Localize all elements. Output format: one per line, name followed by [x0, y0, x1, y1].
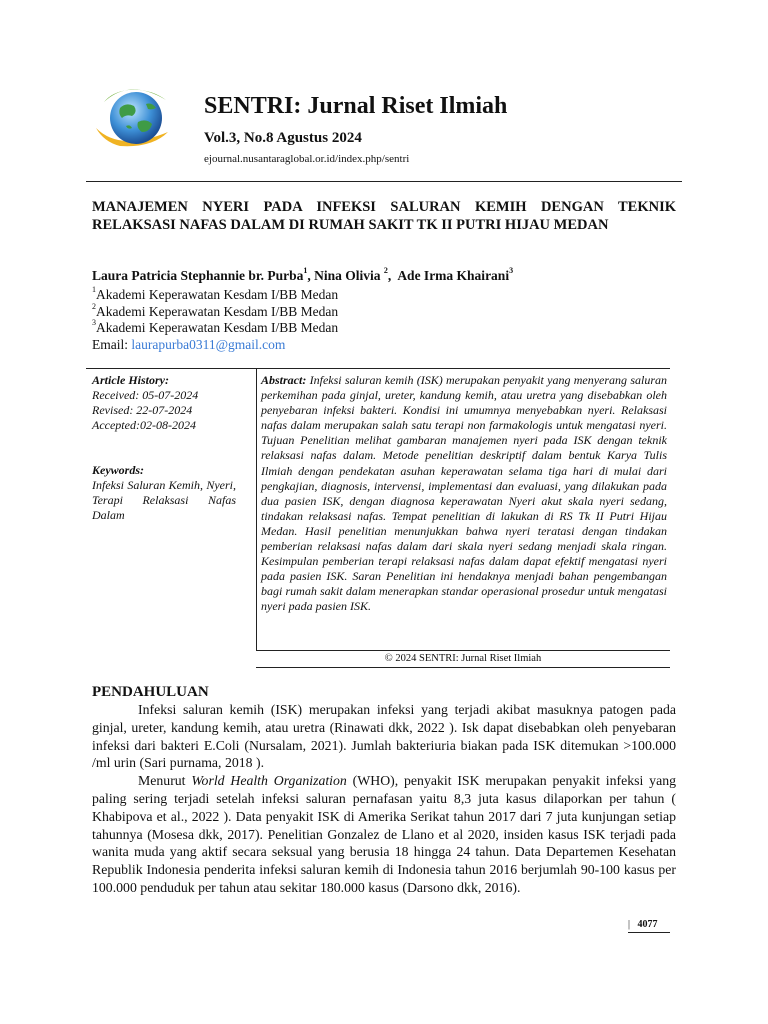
received-date: Received: 05-07-2024 — [92, 388, 199, 402]
page-number: 4077 — [637, 919, 658, 930]
journal-logo-globe-icon — [90, 82, 182, 154]
abstract-label: Abstract: — [261, 373, 307, 387]
section-heading: PENDAHULUAN — [92, 684, 209, 700]
affiliation-3: $^3$Akademi Keperawatan Kesdam I/BB Medan — [92, 318, 339, 335]
journal-title: SENTRI: Jurnal Riset Ilmiah — [204, 93, 508, 119]
affiliation-1: $^1$Akademi Keperawatan Kesdam I/BB Medan — [92, 285, 339, 302]
author-name: Ade Irma Khairani — [397, 268, 510, 283]
page-footer: | 4077 — [628, 919, 658, 930]
journal-volume: Vol.3, No.8 Agustus 2024 — [204, 130, 362, 146]
copyright-bottom-rule — [256, 667, 670, 668]
body-text — [92, 701, 676, 897]
journal-url[interactable]: ejournal.nusantaraglobal.or.id/index.php/sentri — [204, 153, 410, 165]
keywords-label: Keywords: — [92, 463, 144, 477]
author-email: Email: laurapurba0311@gmail.com — [92, 337, 286, 352]
revised-date: Revised: 22-07-2024 — [92, 403, 193, 417]
abstract-box-divider — [256, 369, 257, 650]
email-link[interactable]: laurapurba0311@gmail.com — [131, 337, 286, 352]
history-label: Article History: — [92, 373, 169, 387]
author-name: Nina Olivia — [314, 268, 381, 283]
header-divider — [86, 181, 682, 182]
accepted-date: Accepted:02-08-2024 — [92, 418, 196, 432]
abstract-box-top-rule — [86, 368, 670, 369]
paragraph-1: Infeksi saluran kemih (ISK) merupakan infeksi yang terjadi akibat masuknya patogen pada ginjal, ureter, kandung kemih, atau uretra (Rinawati dkk, 2022 ). Isk dapat disebabkan oleh penyebaran infeksi dari bakteri E.Coli (Nursalam, 2021). Jumlah bakteriuria biakan pada ISK ditemukan >100.000 /ml urin (Sari purnama, 2018 ). — [92, 702, 676, 771]
keywords-text: Infeksi Saluran Kemih, Nyeri, Terapi Relaksasi Nafas Dalam — [92, 478, 236, 522]
copyright-notice: © 2024 SENTRI: Jurnal Riset Ilmiah — [384, 653, 542, 664]
article-info-sidebar — [92, 373, 236, 523]
article-title: MANAJEMEN NYERI PADA INFEKSI SALURAN KEMIH DENGAN TEKNIK RELAKSASI NAFAS DALAM DI RUMAH SAKIT TK II PUTRI HIJAU MEDAN — [92, 199, 676, 233]
abstract-box-bottom-rule — [256, 650, 670, 651]
author-list: Laura Patricia Stephannie br. Purba$^1$, Nina Olivia $^2$, Ade Irma Khairani$^3$ — [92, 266, 514, 283]
abstract-text: Infeksi saluran kemih (ISK) merupakan penyakit yang menyerang saluran perkemihan pada ginjal, ureter, kandung kemih, atau uretra yang disebabkan oleh penyebaran infeksi bakteri. Kondisi ini umumnya menyebabkan nyeri. Relaksasi nafas dalam merupakan salah satu terapi non farmakologis untuk mengatasi nyeri. Tujuan Penelitian melihat gambaran manajemen nyeri pada ISK dengan teknik relaksasi nafas dalam. Metode penelitian deskriptif dalam bentuk Karya Tulis Ilmiah dengan pendekatan asuhan keperawatan selama tiga hari di mulai dari pengkajian, diagnosis, intervensi, implementasi dan evaluasi, yang dilakukan pada dua pasien ISK, dengan diagnosa keperawatan Nyeri akut skala nyeri sedang, tindakan relaksasi nafas. Tempat penelitian di lakukan di RS Tk II Putri Hijau Medan. Hasil penelitian menunjukkan bahwa nyeri teratasi dengan tindakan pemberian relaksasi nafas dalam dari skala nyeri sedang menjadi skala ringan. Kesimpulan pemberian terapi relaksasi nafas dalam dapat efektif mengatasi nyeri pada pasien ISK. Saran Penelitian ini hendaknya menjadi bahan pengembangan bagi rumah sakit dalam menerapkan standar operasional prosedur untuk mengatasi nyeri pada pasien ISK. — [261, 373, 667, 614]
paragraph-2: Menurut World Health Organization (WHO), penyakit ISK merupakan penyakit infeksi yang paling sering terjadi setelah infeksi saluran pernafasan yaitu 8,3 juta kasus dilaporkan per tahun ( Khabipova et al., 2022 ). Data penyakit ISK di Amerika Serikat tahun 2017 dari 7 juta kunjungan setiap tahunnya (Mosesa dkk, 2017). Penelitian Gonzalez de Llano et al 2020, insiden kasus ISK terjadi pada wanita muda yang aktif secara seksual yang berusia 18 hingga 24 tahun. Data Departemen Kesehatan Republik Indonesia penderita infeksi saluran kemih di Indonesia tahun 2016 berjumlah 90-100 kasus per 100.000 penduduk per tahun atau sekitar 180.000 kasus (Darsono dkk, 2016). — [92, 773, 676, 895]
abstract — [261, 373, 667, 615]
affiliation-2: $^2$Akademi Keperawatan Kesdam I/BB Medan — [92, 302, 339, 319]
author-name: Laura Patricia Stephannie br. Purba — [92, 268, 304, 283]
footer-rule — [628, 932, 670, 933]
